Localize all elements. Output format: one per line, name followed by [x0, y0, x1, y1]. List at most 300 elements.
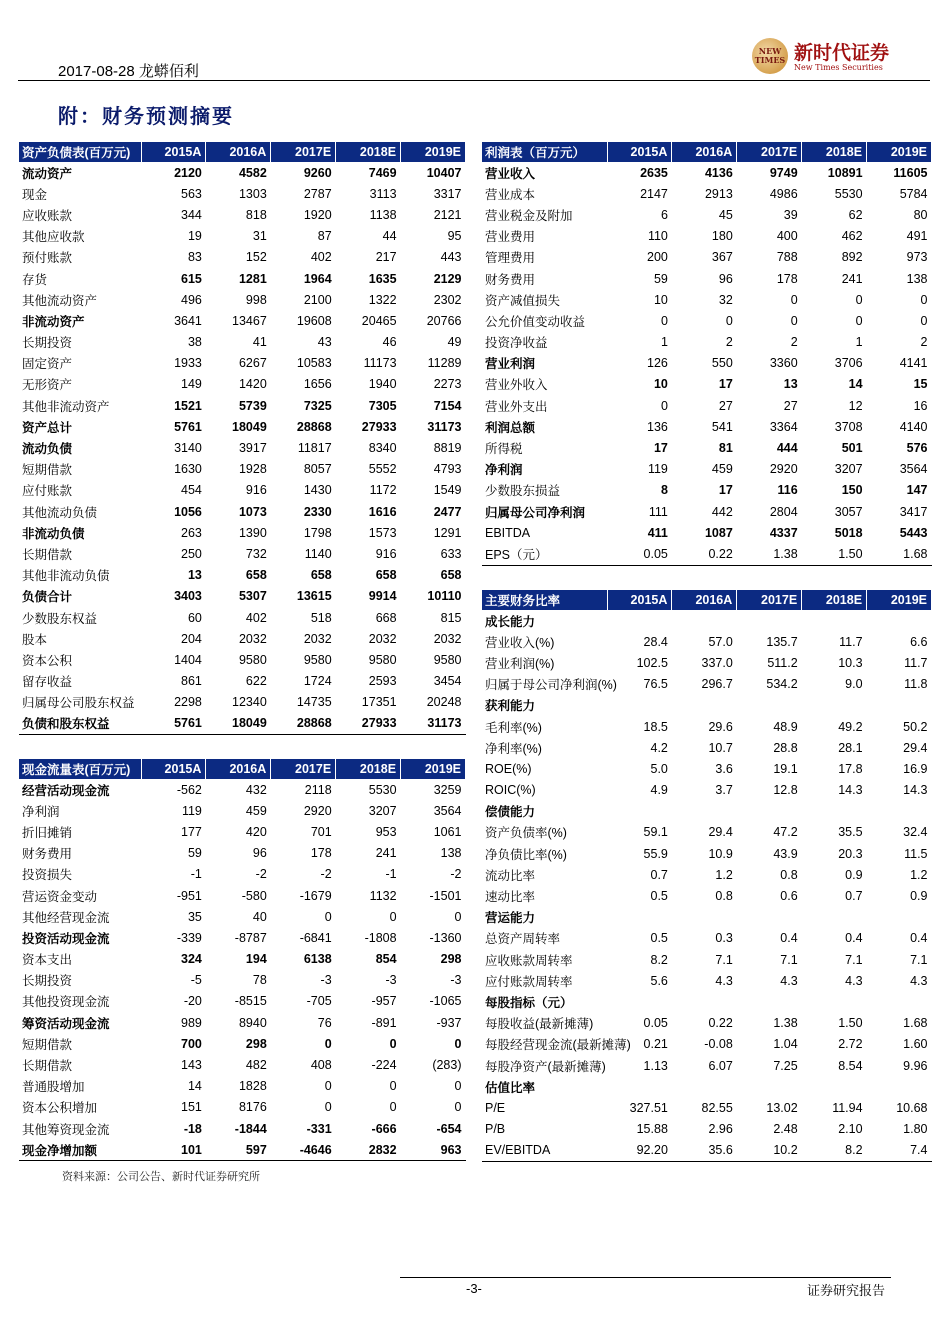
table-row — [482, 437, 932, 458]
row-label: 短期借款 — [22, 1037, 73, 1052]
value-cell: 7.1 — [780, 952, 798, 967]
value-cell: 4986 — [769, 186, 798, 201]
table-row — [19, 1012, 466, 1033]
page-number: -3- — [466, 1281, 482, 1296]
table-row — [19, 607, 466, 628]
value-cell: 119 — [181, 803, 202, 818]
value-cell: 10 — [653, 292, 668, 307]
value-cell: 241 — [841, 271, 863, 286]
value-cell: 11605 — [893, 165, 928, 180]
value-cell: 96 — [252, 846, 267, 861]
value-cell: 3454 — [433, 674, 462, 689]
value-cell: 518 — [310, 610, 332, 625]
row-label: 少数股东损益 — [485, 484, 561, 499]
value-cell: -1679 — [299, 888, 332, 903]
row-label: 财务费用 — [22, 847, 73, 862]
value-cell: 973 — [906, 250, 928, 265]
row-label: EBITDA — [485, 525, 531, 540]
row-label: 其他经营现金流 — [22, 910, 110, 925]
value-cell: 119 — [647, 462, 668, 477]
value-cell: 2913 — [704, 186, 733, 201]
row-label: 净利润 — [485, 463, 523, 478]
value-cell: 241 — [375, 846, 397, 861]
row-label: 折旧摊销 — [22, 825, 73, 840]
table-row — [19, 480, 466, 501]
value-cell: -1844 — [234, 1121, 267, 1136]
value-cell: 1.38 — [773, 1016, 798, 1031]
value-cell: 367 — [711, 250, 733, 265]
table-row — [19, 586, 466, 607]
value-cell: 143 — [181, 1058, 202, 1073]
value-cell: 0 — [790, 313, 798, 328]
value-cell: 2 — [725, 335, 733, 350]
value-cell: 496 — [181, 292, 202, 307]
value-cell: 11817 — [297, 441, 332, 456]
value-cell: -18 — [183, 1121, 202, 1136]
value-cell: 5761 — [174, 419, 202, 434]
value-cell: 491 — [906, 229, 928, 244]
value-cell: 28868 — [296, 419, 332, 434]
table-row — [19, 843, 466, 864]
value-cell: 3207 — [368, 803, 397, 818]
value-cell: 2118 — [304, 782, 332, 797]
value-cell: 48.9 — [773, 719, 798, 734]
row-label: 长期投资 — [22, 336, 73, 351]
row-label: 少数股东权益 — [22, 611, 98, 626]
table-row — [19, 459, 466, 480]
table-row — [482, 758, 932, 779]
value-cell: 1828 — [238, 1079, 267, 1094]
value-cell: 11.7 — [904, 655, 928, 670]
year-header: 2018E — [336, 759, 401, 779]
row-label: ROE(%) — [485, 761, 532, 776]
value-cell: 2121 — [433, 207, 462, 222]
value-cell: 18.5 — [643, 719, 668, 734]
row-label: 长期借款 — [22, 547, 73, 562]
value-cell: 87 — [317, 229, 332, 244]
value-cell: 27 — [783, 398, 798, 413]
value-cell: -1 — [385, 867, 397, 882]
value-cell: 200 — [647, 250, 668, 265]
value-cell: 7305 — [368, 398, 397, 413]
value-cell: 13 — [187, 568, 202, 583]
table-row — [19, 374, 466, 395]
value-cell: 700 — [181, 1036, 202, 1051]
row-label: 营业费用 — [485, 230, 536, 245]
value-cell: 15.88 — [636, 1122, 668, 1137]
value-cell: 138 — [440, 846, 462, 861]
table-row — [482, 353, 932, 374]
value-cell: 13.02 — [766, 1100, 798, 1115]
table-row — [19, 628, 466, 649]
value-cell: 32.4 — [903, 825, 928, 840]
table-row — [482, 183, 932, 204]
row-label: 归属母公司净利润 — [485, 505, 586, 520]
value-cell: 11.5 — [904, 846, 928, 861]
row-label: 留存收益 — [22, 675, 73, 690]
value-cell: 4.3 — [780, 973, 798, 988]
logo-chinese-name: 新时代证券 — [794, 42, 890, 64]
value-cell: 0 — [389, 1079, 397, 1094]
table-header-row — [19, 142, 466, 162]
value-cell: 135.7 — [766, 634, 798, 649]
year-header: 2017E — [271, 759, 336, 779]
value-cell: 6.6 — [910, 634, 928, 649]
value-cell: 10891 — [827, 165, 863, 180]
value-cell: -2 — [255, 867, 267, 882]
value-cell — [737, 801, 802, 822]
value-cell: 10.3 — [838, 655, 863, 670]
value-cell: 1 — [660, 335, 668, 350]
row-label: 净利率(%) — [485, 741, 542, 756]
value-cell: 5530 — [834, 186, 863, 201]
table-row — [19, 949, 466, 970]
value-cell: 0 — [855, 292, 863, 307]
table-row — [19, 247, 466, 268]
row-label: 营业利润(%) — [485, 656, 555, 671]
row-label: 估值比率 — [485, 1080, 536, 1095]
value-cell: 576 — [906, 441, 928, 456]
table-row — [19, 395, 466, 416]
value-cell — [737, 1076, 802, 1097]
value-cell: 296.7 — [701, 677, 733, 692]
value-cell: 2477 — [433, 504, 462, 519]
table-row — [482, 1097, 932, 1118]
value-cell: 12340 — [232, 695, 267, 710]
row-label: EV/EBITDA — [482, 1140, 607, 1162]
value-cell: 1073 — [238, 504, 267, 519]
row-label: 其他应收款 — [22, 230, 85, 245]
row-label: 管理费用 — [485, 251, 536, 266]
value-cell: 20.3 — [838, 846, 863, 861]
value-cell: 1390 — [238, 525, 267, 540]
value-cell: 2032 — [368, 631, 397, 646]
table-row — [482, 332, 932, 353]
value-cell: 0.5 — [650, 889, 668, 904]
value-cell: 4.2 — [650, 740, 668, 755]
row-label: 资产减值损失 — [485, 293, 561, 308]
row-label: 应收账款 — [22, 208, 73, 223]
value-cell: 344 — [181, 207, 202, 222]
value-cell: 482 — [245, 1058, 267, 1073]
row-label: 速动比率 — [485, 890, 536, 905]
row-label: 存货 — [22, 272, 48, 287]
value-cell: 861 — [181, 674, 202, 689]
row-label: ROIC(%) — [485, 783, 536, 798]
value-cell: 32 — [718, 292, 733, 307]
value-cell: -705 — [306, 994, 332, 1009]
value-cell: 9580 — [433, 652, 462, 667]
value-cell: 442 — [711, 504, 733, 519]
value-cell: 3706 — [834, 356, 863, 371]
row-label: 毛利率(%) — [485, 720, 542, 735]
value-cell: 0.4 — [780, 931, 798, 946]
value-cell: 658 — [440, 568, 462, 583]
table-title: 利润表（百万元） — [482, 142, 607, 162]
row-label: 财务费用 — [485, 272, 536, 287]
value-cell: 1.50 — [838, 1016, 863, 1031]
value-cell: 1.68 — [903, 1016, 928, 1031]
table-row — [19, 821, 466, 842]
value-cell: 0.9 — [845, 867, 863, 882]
value-cell: 1964 — [303, 271, 332, 286]
value-cell: -580 — [241, 888, 267, 903]
row-label: 流动负债 — [22, 442, 73, 457]
value-cell: 29.4 — [708, 825, 733, 840]
value-cell — [867, 907, 932, 928]
value-cell: -8787 — [234, 930, 267, 945]
value-cell: 194 — [245, 952, 267, 967]
table-row — [482, 1013, 932, 1034]
value-cell: 19.1 — [773, 761, 798, 776]
value-cell: 1549 — [433, 483, 462, 498]
value-cell: 6267 — [238, 356, 267, 371]
row-label: 净利润 — [22, 804, 60, 819]
table-row — [482, 459, 932, 480]
value-cell: 44 — [382, 229, 397, 244]
table-row — [19, 268, 466, 289]
value-cell: 4.9 — [650, 783, 668, 798]
row-label: 长期借款 — [22, 1059, 73, 1074]
table-row — [482, 843, 932, 864]
value-cell: 1420 — [238, 377, 267, 392]
table-row — [19, 649, 466, 670]
table-row — [19, 183, 466, 204]
row-label: 其他非流动负债 — [22, 569, 110, 584]
value-cell: 1.13 — [643, 1058, 668, 1073]
value-cell: 2298 — [174, 695, 202, 710]
value-cell: 3417 — [899, 504, 928, 519]
value-cell: 854 — [375, 952, 397, 967]
value-cell: 2.48 — [773, 1122, 798, 1137]
row-label: 利润总额 — [485, 420, 536, 435]
value-cell: 3641 — [174, 313, 202, 328]
value-cell: 7.1 — [910, 952, 928, 967]
row-label: 流动比率 — [485, 868, 536, 883]
value-cell: 7.25 — [773, 1058, 798, 1073]
value-cell: 0.05 — [607, 543, 672, 565]
value-cell: 8340 — [368, 441, 397, 456]
value-cell: 11.8 — [904, 677, 928, 692]
value-cell: 1140 — [304, 546, 332, 561]
value-cell: 3564 — [433, 803, 462, 818]
value-cell — [867, 1076, 932, 1097]
value-cell: 2273 — [433, 377, 462, 392]
value-cell: -224 — [371, 1058, 397, 1073]
value-cell: 10.2 — [737, 1140, 802, 1162]
row-label: 应收账款周转率 — [485, 953, 573, 968]
value-cell: 0 — [855, 313, 863, 328]
table-row — [19, 226, 466, 247]
value-cell: 2920 — [769, 462, 798, 477]
value-cell: 0.22 — [672, 543, 737, 565]
row-label: 应付账款周转率 — [485, 974, 573, 989]
row-label: 股本 — [22, 632, 48, 647]
value-cell: 443 — [440, 250, 462, 265]
value-cell: 0.7 — [650, 867, 668, 882]
source-note: 资料来源：公司公告、新时代证券研究所 — [62, 1170, 260, 1183]
value-cell: 2147 — [640, 186, 668, 201]
row-label: 营业税金及附加 — [485, 208, 573, 223]
value-cell: 102.5 — [636, 655, 668, 670]
value-cell — [737, 907, 802, 928]
table-row — [19, 501, 466, 522]
value-cell: 39 — [783, 207, 798, 222]
value-cell: -4646 — [271, 1139, 336, 1161]
value-cell: -6841 — [299, 930, 332, 945]
table-row — [19, 1033, 466, 1054]
value-cell: 9580 — [368, 652, 397, 667]
year-header: 2018E — [802, 142, 867, 162]
value-cell: 3917 — [238, 441, 267, 456]
value-cell: 0.6 — [780, 889, 798, 904]
row-label: 每股净资产(最新摊薄) — [485, 1059, 606, 1074]
value-cell: 3564 — [899, 462, 928, 477]
value-cell: 27933 — [361, 419, 397, 434]
value-cell: 732 — [245, 546, 267, 561]
value-cell: 9.0 — [845, 677, 863, 692]
value-cell: -937 — [436, 1015, 462, 1030]
value-cell: 0 — [920, 292, 928, 307]
value-cell: 5739 — [238, 398, 267, 413]
value-cell: 14 — [187, 1079, 202, 1094]
value-cell: 82.55 — [701, 1100, 733, 1115]
value-cell: 1.50 — [802, 543, 867, 565]
value-cell: 152 — [245, 250, 267, 265]
value-cell: 59 — [187, 846, 202, 861]
value-cell: 31173 — [427, 419, 462, 434]
value-cell: 432 — [245, 782, 267, 797]
year-header: 2019E — [867, 590, 932, 610]
table-row — [482, 907, 932, 928]
value-cell: 1087 — [704, 525, 733, 540]
table-header-row — [482, 590, 932, 610]
row-label: 所得税 — [485, 442, 523, 457]
value-cell: 29.6 — [708, 719, 733, 734]
value-cell: 16.9 — [903, 761, 928, 776]
value-cell: 5307 — [238, 589, 267, 604]
year-header: 2015A — [607, 590, 672, 610]
value-cell: 10583 — [296, 356, 332, 371]
value-cell: 658 — [310, 568, 332, 583]
row-label: 长期投资 — [22, 974, 73, 989]
value-cell — [737, 991, 802, 1012]
value-cell: 8819 — [433, 441, 462, 456]
row-label: 成长能力 — [485, 614, 536, 629]
row-label: 营业利润 — [485, 357, 536, 372]
value-cell: 459 — [711, 462, 733, 477]
table-row — [482, 716, 932, 737]
value-cell — [802, 907, 867, 928]
value-cell — [672, 1076, 737, 1097]
value-cell: 7.1 — [715, 952, 733, 967]
value-cell: 5761 — [141, 713, 206, 735]
value-cell: 62 — [848, 207, 863, 222]
row-label: 非流动资产 — [22, 314, 85, 329]
row-label: 非流动负债 — [22, 526, 85, 541]
value-cell: 4.3 — [910, 973, 928, 988]
value-cell: 622 — [245, 674, 267, 689]
value-cell: 0 — [660, 398, 668, 413]
value-cell: 19608 — [296, 313, 332, 328]
value-cell: 10.9 — [708, 846, 733, 861]
table-row — [482, 737, 932, 758]
value-cell: 27 — [718, 398, 733, 413]
value-cell: 1.60 — [903, 1037, 928, 1052]
row-label: 投资损失 — [22, 868, 73, 883]
value-cell: 3259 — [433, 782, 462, 797]
row-label: 资产负债率(%) — [485, 826, 567, 841]
value-cell: 28.8 — [773, 740, 798, 755]
value-cell: 43.9 — [773, 846, 798, 861]
value-cell: 149 — [181, 377, 202, 392]
row-label: 其他非流动资产 — [22, 399, 110, 414]
value-cell: 0.21 — [643, 1037, 668, 1052]
row-label: 净负债比率(%) — [485, 847, 567, 862]
row-label: 经营活动现金流 — [22, 783, 110, 798]
value-cell: 4793 — [433, 462, 462, 477]
value-cell: 3708 — [834, 419, 863, 434]
value-cell: 136 — [647, 419, 668, 434]
row-label: 营业外收入 — [485, 378, 548, 393]
value-cell: 1616 — [368, 504, 397, 519]
value-cell: 0 — [454, 1079, 462, 1094]
year-header: 2019E — [401, 759, 466, 779]
value-cell: 9580 — [238, 652, 267, 667]
value-cell: 615 — [181, 271, 202, 286]
value-cell: 250 — [181, 546, 202, 561]
value-cell: 0 — [725, 313, 733, 328]
value-cell: 2032 — [303, 631, 332, 646]
value-cell — [867, 610, 932, 631]
table-row — [482, 543, 932, 565]
row-label: 归属母公司股东权益 — [22, 696, 135, 711]
row-label: 投资净收益 — [485, 336, 548, 351]
value-cell: 2100 — [303, 292, 332, 307]
value-cell: 408 — [310, 1058, 332, 1073]
value-cell: 541 — [711, 419, 733, 434]
value-cell: -331 — [306, 1121, 332, 1136]
value-cell: 1940 — [368, 377, 397, 392]
table-row — [482, 631, 932, 652]
value-cell: 31173 — [401, 713, 466, 735]
value-cell: 8.2 — [802, 1140, 867, 1162]
value-cell: 96 — [718, 271, 733, 286]
value-cell: 0 — [389, 1036, 397, 1051]
table-row — [19, 1097, 466, 1118]
value-cell: 916 — [245, 483, 267, 498]
value-cell: 31 — [252, 229, 267, 244]
table-row — [482, 1076, 932, 1097]
value-cell: 0 — [790, 292, 798, 307]
value-cell: 1138 — [369, 207, 397, 222]
value-cell: 110 — [647, 229, 668, 244]
value-cell: 2.72 — [838, 1037, 863, 1052]
year-header: 2016A — [206, 759, 271, 779]
value-cell: 0.5 — [650, 931, 668, 946]
value-cell: 3113 — [369, 186, 397, 201]
logo-emblem-icon: NEW TIMES — [752, 38, 788, 74]
row-label: 其他流动资产 — [22, 293, 98, 308]
value-cell: 0.3 — [715, 931, 733, 946]
table-row — [482, 289, 932, 310]
table-row — [482, 949, 932, 970]
value-cell: 2832 — [336, 1139, 401, 1161]
table-row — [482, 395, 932, 416]
value-cell — [607, 695, 672, 716]
value-cell: -1808 — [364, 930, 397, 945]
table-row — [482, 610, 932, 631]
